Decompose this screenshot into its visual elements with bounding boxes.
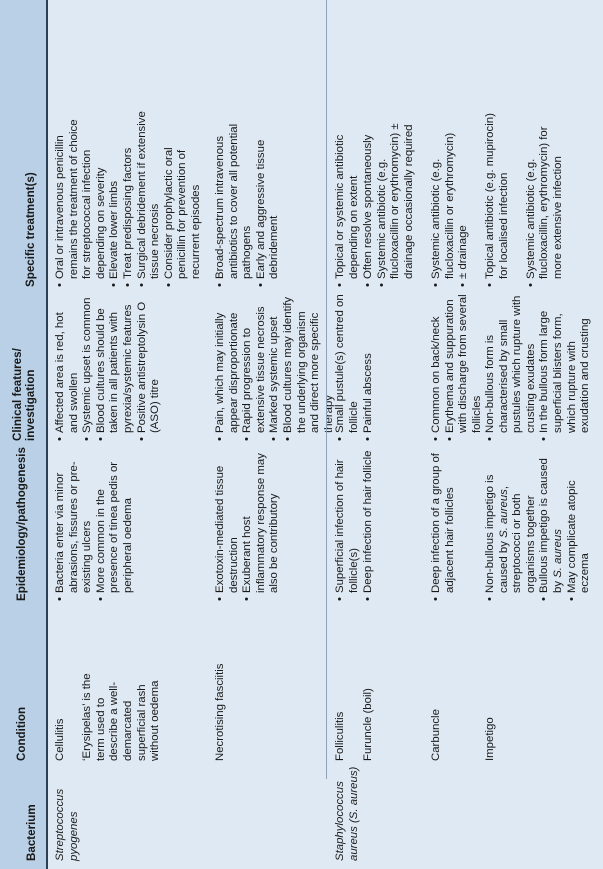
list-item: • Bacteria enter via minor abrasions, fissures or pre-existing ulcers	[54, 449, 95, 601]
list-item: • Erythema and suppuration with discharge from several follicles	[444, 293, 485, 441]
list-item: • Exotoxin-mediated tissue destruction	[214, 449, 241, 601]
erysipelas-note: ‘Erysipelas’ is the term used to describe a well-demarcated superficial rash without oedema	[81, 673, 162, 761]
list-item: • Elevate lower limbs	[108, 104, 122, 287]
list-item: • More common in the presence of tinea pedis or peripheral oedema	[95, 449, 136, 601]
impetigo-epi1-organism: S. aureus	[497, 489, 510, 538]
list-item: • ± drainage	[457, 104, 471, 287]
list-item: • Often resolve spontaneously	[362, 104, 376, 287]
list-item: • Small pustule(s) centred on follicle	[334, 293, 361, 441]
list-item	[538, 449, 565, 601]
list-item: • Treat predisposing factors	[122, 104, 136, 287]
folliculitis-clinical	[334, 293, 361, 441]
cellulitis-clinical	[54, 293, 163, 441]
list-item: • In the bullous form large superficial blisters form, which rupture with exudation and crusting	[538, 293, 592, 441]
carbuncle-treatment	[430, 104, 471, 287]
list-item: • Broad-spectrum intravenous antibiotics to cover all potential pathogens	[214, 104, 255, 287]
list-item: • Early and aggressive tissue debridement	[255, 104, 282, 287]
cellulitis-epidemiology	[54, 449, 136, 601]
list-item: • Oral or intravenous penicillin remains the treatment of choice for streptococcal infection depending on severity	[54, 104, 108, 287]
cellulitis-treatment	[54, 104, 204, 287]
header-epidemiology: Epidemiology/pathogenesis	[15, 447, 29, 601]
list-item: • Positive antistreptolysin O (ASO) titre	[136, 293, 163, 441]
list-item: • Surgical debridement if extensive tissue necrosis	[136, 104, 163, 287]
list-item: • Non-bullous form is characterised by small pustules which rupture with crusting exudates	[484, 293, 538, 441]
condition-cellulitis	[54, 601, 163, 761]
condition-furuncle: Furuncle (boil)	[362, 688, 374, 761]
header-treatment: Specific treatment(s)	[24, 172, 38, 287]
list-item: • May complicate atopic eczema	[566, 449, 593, 601]
impetigo-epi2-organism: S. aureus	[551, 529, 564, 578]
impetigo-epidemiology	[484, 449, 593, 601]
bacterium-staph-line1: Staphylococcus	[334, 781, 346, 861]
list-item: • Topical or systemic antibiotic depending on extent	[334, 104, 361, 287]
list-item: • Blood cultures should be taken in all patients with pyrexia/systemic features	[95, 293, 136, 441]
bacterium-staph-line2: aureus (S. aureus)	[347, 766, 360, 861]
list-item: • Exuberant host inflammatory response may also be contributory	[241, 449, 282, 601]
header-bacterium: Bacterium	[25, 804, 39, 861]
list-item: • Painful abscess	[362, 293, 376, 441]
condition-impetigo: Impetigo	[484, 717, 496, 761]
folliculitis-epidemiology	[334, 449, 361, 601]
impetigo-treatment	[484, 104, 566, 287]
list-item: • Affected area is red, hot and swollen	[54, 293, 81, 441]
list-item: • Systemic antibiotic (e.g. flucloxacillin or erythromycin) ± drainage occasionally required	[376, 104, 417, 287]
list-item: • Consider prophylactic oral penicillin for prevention of recurrent episodes	[163, 104, 204, 287]
header-clinical-line1: Clinical features/	[10, 348, 24, 441]
list-item: • Blood cultures may identify the underlying organism and direct more specific therapy	[282, 293, 336, 441]
necrotising-treatment	[214, 104, 282, 287]
carbuncle-clinical	[430, 293, 484, 441]
bacterium-staph	[334, 761, 361, 861]
impetigo-clinical	[484, 293, 593, 441]
list-item: • Systemic antibiotic (e.g. flucloxacillin, erythromycin) for more extensive infection	[525, 104, 566, 287]
list-item: • Deep infection of hair follicle	[362, 449, 376, 601]
table-header-row	[0, 0, 48, 869]
necrotising-epidemiology	[214, 449, 282, 601]
folliculitis-treatment	[334, 104, 361, 287]
bacterium-strep: Streptococcus pyogenes	[54, 788, 80, 861]
list-item	[484, 449, 538, 601]
furuncle-treatment	[362, 104, 416, 287]
list-item: • Deep infection of a group of adjacent hair follicles	[430, 449, 457, 601]
list-item: • Topical antibiotic (e.g. mupirocin) for localised infection	[484, 104, 511, 287]
condition-necrotising-fasciitis: Necrotising fasciitis	[214, 663, 226, 761]
furuncle-clinical	[362, 293, 376, 441]
furuncle-epidemiology	[362, 449, 376, 601]
header-condition: Condition	[15, 706, 29, 761]
header-clinical	[0, 293, 44, 441]
list-item: • Marked systemic upset	[268, 293, 282, 441]
list-item: • Systemic antibiotic (e.g. flucloxacillin or erythromycin)	[430, 104, 457, 287]
list-item: • Common on back/neck	[430, 293, 444, 441]
condition-cellulitis-name: Cellulitis	[54, 718, 66, 761]
list-item: • Rapid progression to extensive tissue necrosis	[241, 293, 268, 441]
impetigo-epi1-rest: , streptococci or both organisms together	[497, 485, 537, 593]
condition-carbuncle: Carbuncle	[430, 709, 442, 761]
condition-folliculitis: Folliculitis	[334, 711, 346, 761]
header-clinical-line2: investigation	[24, 369, 38, 441]
impetigo-epi2-text: Bullous impetigo is caused by	[538, 458, 564, 593]
list-item: • Superficial infection of hair follicle(s)	[334, 449, 361, 601]
list-item: • Pain, which may initially appear disproportionate	[214, 293, 241, 441]
necrotising-clinical	[214, 293, 336, 441]
carbuncle-epidemiology	[430, 449, 457, 601]
impetigo-epi1-text: Non-bullous impetigo is caused by	[484, 474, 510, 593]
list-item: • Systemic upset is common	[81, 293, 95, 441]
row-divider	[326, 0, 327, 779]
